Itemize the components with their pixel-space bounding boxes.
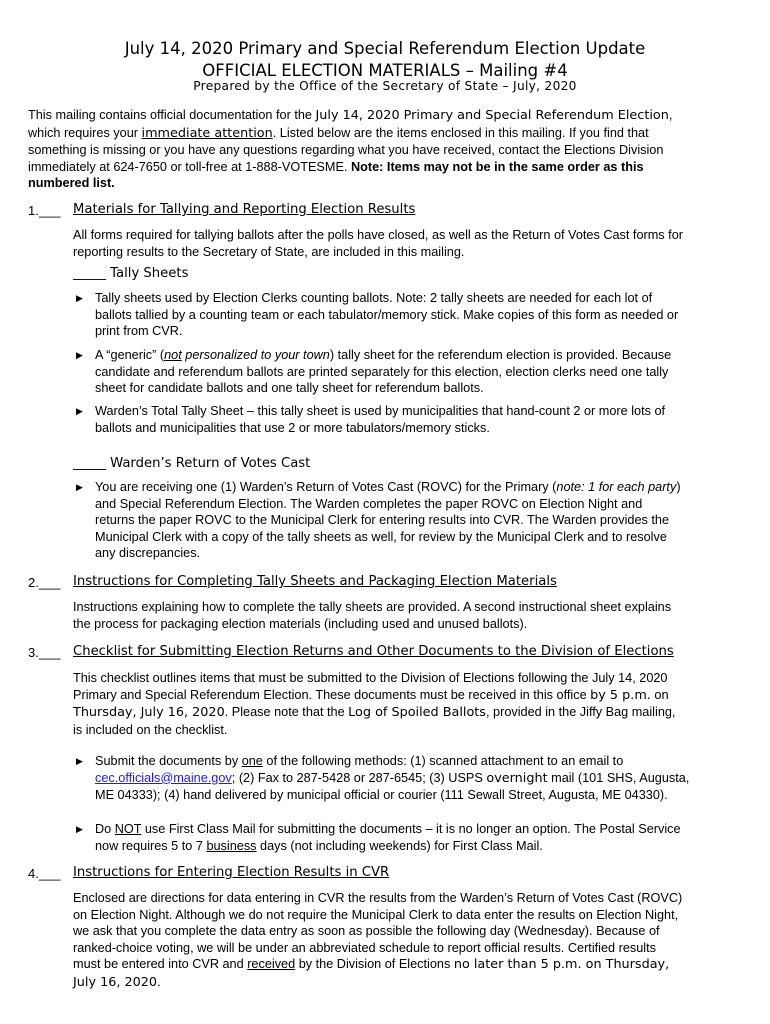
intro-paragraph [28,107,748,192]
emphasis-business: business [206,838,257,853]
bullet-text: ) tally sheet for the referendum election is provided. Because [329,348,672,362]
tally-sheets-heading: _____ Tally Sheets [73,266,189,281]
bullet-text: now requires 5 to 7 [95,838,207,853]
bullet-text: Do [95,822,115,836]
body-line: Enclosed are directions for data entering in CVR the results from the Warden’s Return of Votes Cast (ROVC) [73,891,683,905]
document-title-line2: OFFICIAL ELECTION MATERIALS – Mailing #4 [202,61,568,80]
intro-text: immediately at 624-7650 or toll-free at 1-888-VOTESME. [28,159,351,174]
bullet-line: Tally sheets used by Election Clerks counting ballots. Note: 2 tally sheets are needed for each lot of [95,291,653,305]
bullet-generic-tally [95,347,671,397]
bullet-arrow-icon: ▶ [76,482,83,492]
body-line: on Election Night. Although we do not require the Municipal Clerk to data enter the results on Election Night, [73,907,679,922]
bullet-text: of the following methods: (1) scanned attachment to an email to [262,754,624,768]
bullet-wardens-total [95,403,665,436]
emphasis-personalized: personalized to your town [181,348,330,362]
section-2-number: 2.___ [28,575,61,590]
overnight-text: overnight [486,770,548,786]
bullet-arrow-icon: ▶ [76,824,83,834]
intro-election-name: July 14, 2020 Primary and Special Referendum Election [315,108,669,123]
bullet-text: days (not including weekends) for First Class Mail. [256,838,543,853]
bullet-line: ballots tallied by a counting team or each tabulator/memory stick. Make copies of this form as needed or [95,307,679,322]
bullet-arrow-icon: ▶ [76,406,83,416]
intro-attention: immediate attention [141,125,273,141]
section-1-number: 1.___ [28,203,61,218]
bullet-line: returns the paper ROVC to the Municipal Clerk for entering results into CVR. The Warden provides the [95,513,670,528]
body-text: , provided in the Jiffy Bag mailing, [485,705,676,720]
section-3-heading: Checklist for Submitting Election Returns and Other Documents to the Division of Elections [73,644,674,659]
bullet-line: sheet for candidate ballots and one tally sheet for referendum ballots. [95,381,484,396]
document-title-line1: July 14, 2020 Primary and Special Referendum Election Update [124,39,646,58]
body-line: is included on the checklist. [73,722,228,737]
body-line: ranked-choice voting, we will be under an abbreviated schedule to report official results. Certified results [73,940,656,955]
bullet-first-class-mail [95,821,681,854]
bullet-line: print from CVR. [95,324,183,339]
body-text: . [157,974,161,989]
bullet-text: A “generic” ( [95,348,165,362]
deadline-date: Thursday, July 16, 2020 [73,705,225,721]
bullet-text: mail (101 SHS, Augusta, [547,770,690,785]
section-1-body [73,227,753,260]
body-text: by the Division of Elections [295,957,454,972]
bullet-line: Municipal Clerk with a copy of the tally sheets as well, for review by the Municipal Clerk and to resolve [95,529,667,544]
bullet-arrow-icon: ▶ [76,293,83,303]
section-2-body [73,599,671,632]
intro-note: Note: Items may not be in the same order as this [350,159,644,174]
emphasis-received: received [247,957,296,972]
intro-text: , [668,108,673,122]
bullet-arrow-icon: ▶ [76,756,83,766]
section-4-number: 4.___ [28,866,61,881]
bullet-tally-sheets [95,290,678,340]
bullet-line: ballots and municipalities that use 2 or more tabulators/memory sticks. [95,420,490,435]
bullet-rovc [95,479,681,562]
body-line: All forms required for tallying ballots after the polls have closed, as well as the Return of Votes Cast forms for [73,228,683,242]
prepared-by: Prepared by the Office of the Secretary of State – July, 2020 [193,79,577,93]
bullet-line: ME 04333); (4) hand delivered by municipal official or courier (111 Sewall Street, Augusta, ME 04330). [95,788,668,803]
emphasis-not: not [164,348,182,362]
bullet-line: Warden’s Total Tally Sheet – this tally sheet is used by municipalities that hand-count 2 or more lots of [95,404,666,418]
bullet-text: ) [676,480,681,494]
body-text: . Please note that the [224,705,349,720]
bullet-text: You are receiving one (1) Warden’s Return of Votes Cast (ROVC) for the Primary ( [95,480,557,494]
body-line: This checklist outlines items that must be submitted to the Division of Elections following the July 14, 2020 [73,671,668,685]
section-4-body [73,890,682,992]
section-3-body [73,670,675,738]
deadline-date: July 16, 2020 [73,974,158,990]
bullet-arrow-icon: ▶ [76,350,83,360]
body-line: reporting results to the Secretary of State, are included in this mailing. [73,244,465,259]
body-line: Instructions explaining how to complete the tally sheets are provided. A second instructional sheet explains [73,600,672,614]
deadline-text: no later than 5 p.m. on Thursday, [453,957,670,973]
intro-text: . Listed below are the items enclosed in this mailing. If you find that [272,125,649,140]
body-text: on [650,687,669,702]
section-4-heading: Instructions for Entering Election Results in CVR [73,865,390,880]
section-2-heading: Instructions for Completing Tally Sheets and Packaging Election Materials [73,574,557,589]
intro-text: This mailing contains official documentation for the [28,108,316,122]
emphasis-not: NOT [114,822,142,836]
section-1-heading: Materials for Tallying and Reporting Election Results [73,202,416,217]
intro-text: something is missing or you have any questions regarding what you have received, contact the Elections Division [28,143,664,158]
bullet-line: candidate and referendum ballots are printed separately for this election, election clerks need one tally [95,364,669,379]
body-line: we ask that you complete the data entry as soon as possible the following day (Wednesday). Because of [73,924,660,939]
email-link[interactable]: cec.officials@maine.gov [95,770,232,785]
body-line: the process for packaging election materials (including used and unused ballots). [73,616,528,631]
emphasis-note: note: 1 for each party [556,480,677,494]
log-spoiled-ballots: Log of Spoiled Ballots [348,705,486,721]
rovc-heading: _____ Warden’s Return of Votes Cast [73,456,311,471]
section-3-number: 3.___ [28,645,61,660]
deadline-time: by 5 p.m. [590,687,651,703]
bullet-line: and Special Referendum Election. The Warden completes the paper ROVC on Election Night and [95,496,643,511]
bullet-text: use First Class Mail for submitting the documents – it is no longer an option. The Postal Service [141,822,681,836]
bullet-text: ; (2) Fax to 287-5428 or 287-6545; (3) USPS [231,770,487,785]
body-text: must be entered into CVR and [73,957,248,972]
intro-note: numbered list. [28,176,115,191]
bullet-submit-methods [95,753,689,804]
body-text: Primary and Special Referendum Election. These documents must be received in this office [73,687,591,702]
intro-text: which requires your [28,125,142,140]
bullet-text: Submit the documents by [95,754,242,768]
bullet-line: any discrepancies. [95,546,201,561]
emphasis-one: one [241,754,263,768]
